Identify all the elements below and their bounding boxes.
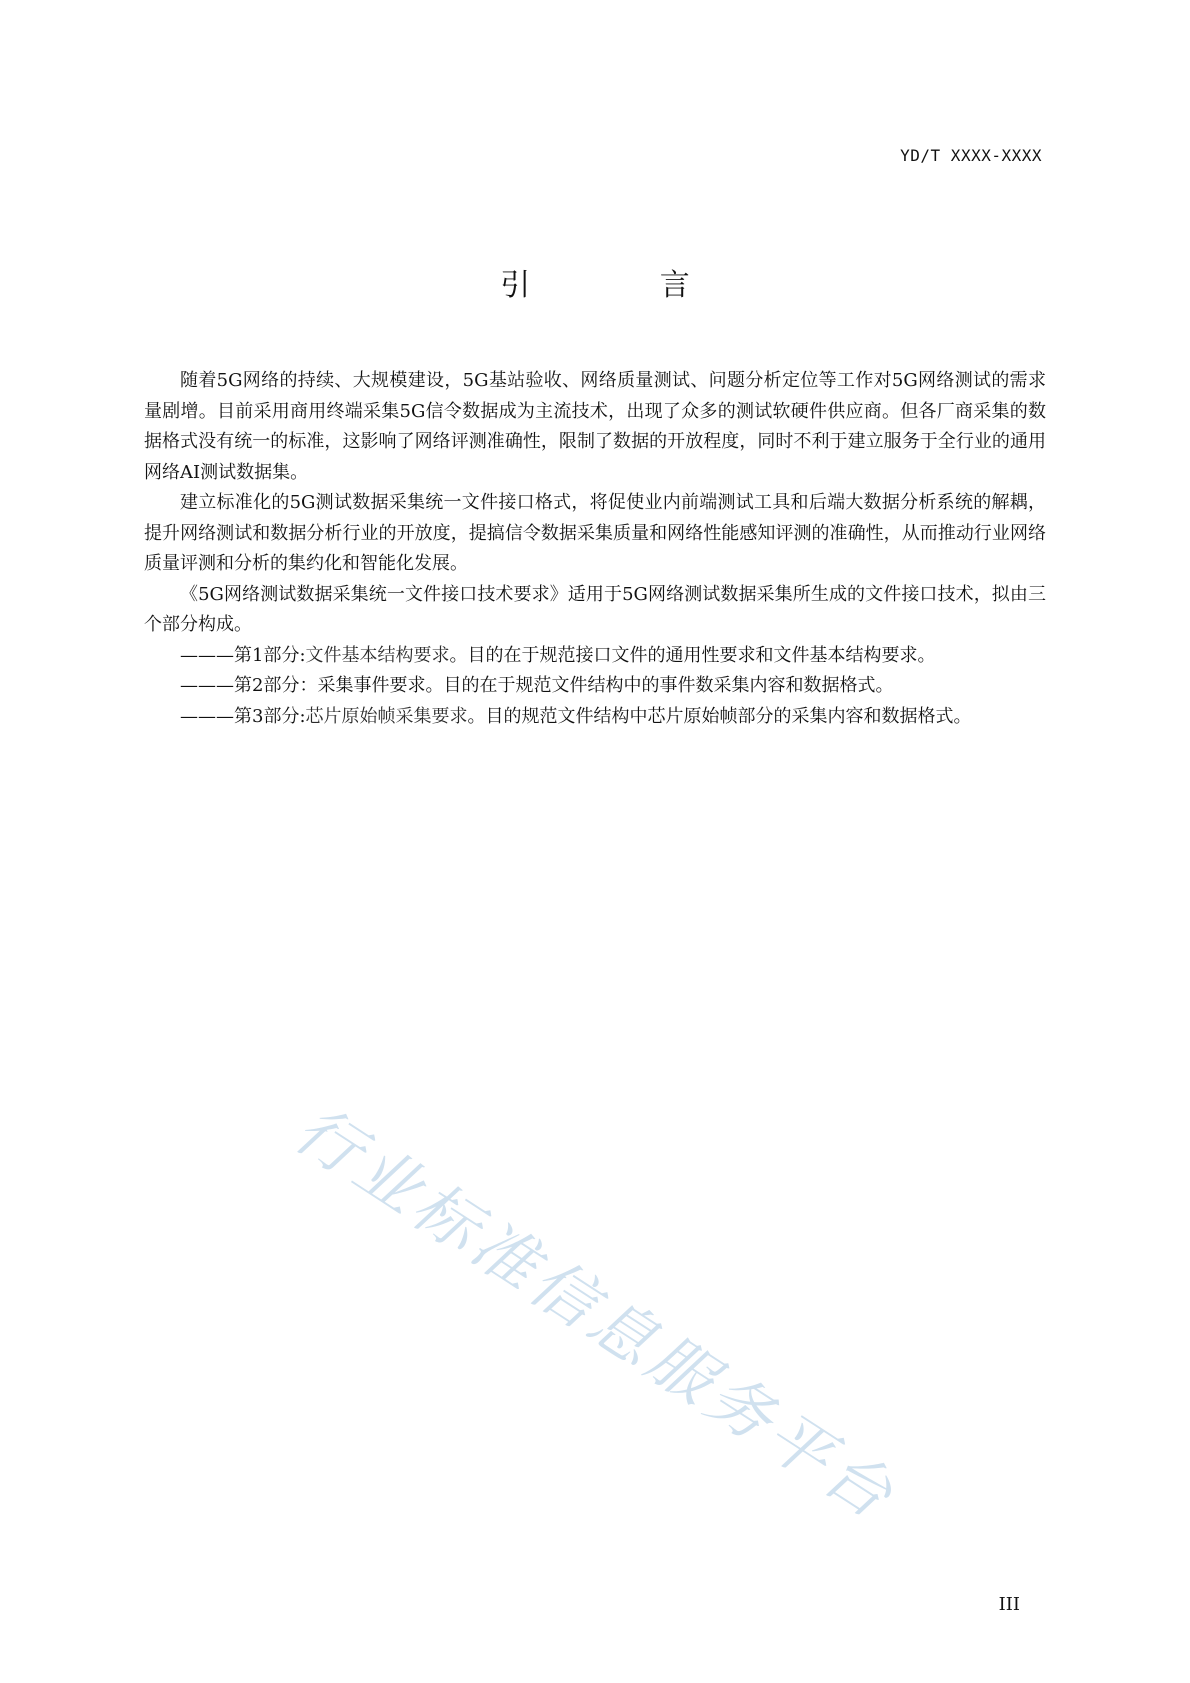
part-item-1 xyxy=(144,641,1046,672)
page-number: III xyxy=(998,1594,1020,1615)
page-title: 引 言 xyxy=(500,268,750,303)
part-prefix: ———第3部分: xyxy=(180,705,306,727)
part-description: 。目的在于规范接口文件的通用性要求和文件基本结构要求。 xyxy=(449,644,936,666)
part-item-2 xyxy=(144,671,1046,702)
part-name: 芯片原始帧采集要求 xyxy=(305,705,468,727)
part-item-3 xyxy=(144,702,1046,733)
paragraph: 建立标准化的5G测试数据采集统一文件接口格式，将促使业内前端测试工具和后端大数据分析系统的解耦，提升网络测试和数据分析行业的开放度，提搞信令数据采集质量和网络性能感知评测的准确性，从而推动行业网络质量评测和分析的集约化和智能化发展。 xyxy=(144,492,1046,574)
part-name: 采集事件要求 xyxy=(317,675,426,696)
watermark: 行业标准信息服务平台 xyxy=(281,1092,909,1536)
body-text xyxy=(144,366,1046,732)
paragraph: 《5G网络测试数据采集统一文件接口技术要求》适用于5G网络测试数据采集所生成的文件接口技术，拟由三个部分构成。 xyxy=(144,583,1046,635)
part-description: 。目的在于规范文件结构中的事件数采集内容和数据格式。 xyxy=(425,675,894,696)
paragraph: 随着5G网络的持续、大规模建设，5G基站验收、网络质量测试、问题分析定位等工作对5G网络测试的需求量剧增。目前采用商用终端采集5G信令数据成为主流技术，出现了众多的测试软硬件供应商。但各厂商采集的数据格式没有统一的标准，这影响了网络评测准确性，限制了数据的开放程度，同时不利于建立服务于全行业的通用网络AI测试数据集。 xyxy=(144,370,1046,483)
part-prefix: ———第2部分： xyxy=(180,675,318,696)
document-code: YD/T XXXX-XXXX xyxy=(900,146,1042,165)
part-description: 。目的规范文件结构中芯片原始帧部分的采集内容和数据格式。 xyxy=(467,705,972,727)
part-prefix: ———第1部分: xyxy=(180,644,306,666)
part-name: 文件基本结构要求 xyxy=(305,644,450,666)
